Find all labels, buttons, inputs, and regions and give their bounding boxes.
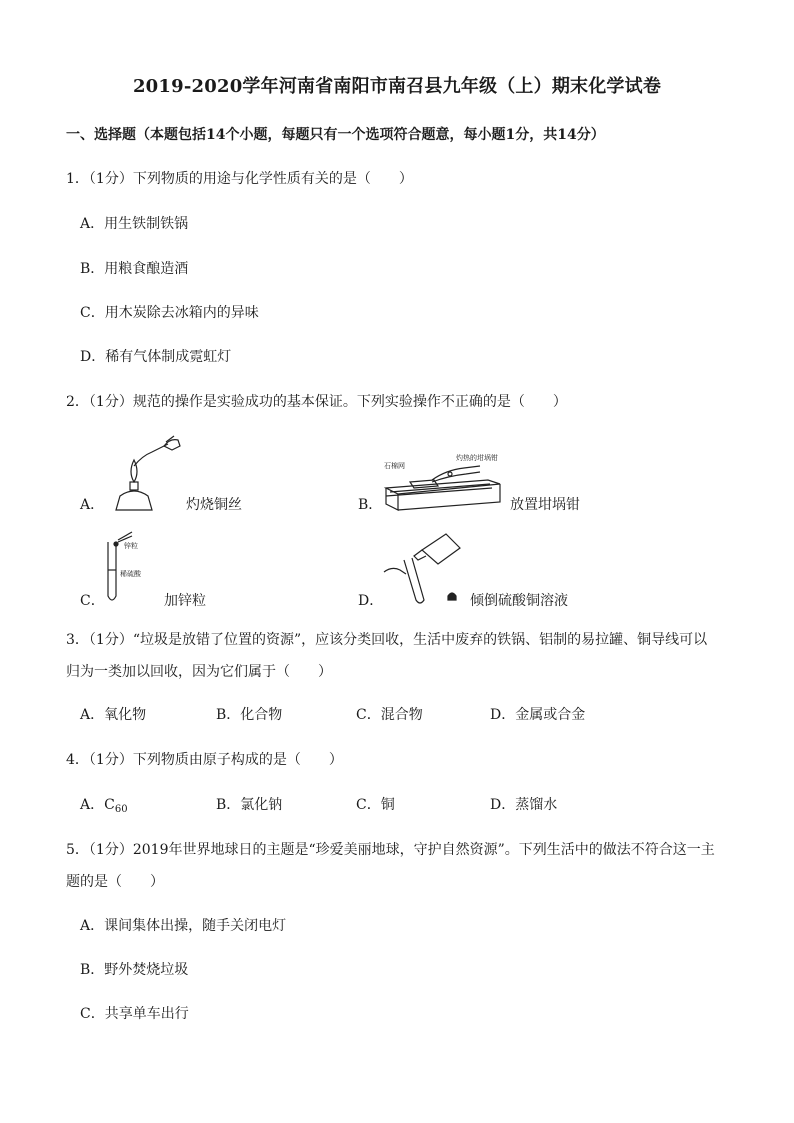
question-2-option-a-caption: 灼烧铜丝 (186, 497, 242, 513)
question-3-stem (66, 624, 730, 688)
question-3-option-c: C．混合物 (356, 707, 423, 723)
section-heading: 一、选择题（本题包括14个小题，每题只有一个选项符合题意，每小题1分，共14分） (66, 127, 605, 143)
question-4-option-d: D．蒸馏水 (490, 797, 558, 813)
question-number: 2． (66, 394, 89, 410)
zinc-label: 锌粒 (124, 542, 138, 550)
question-2-option-c-key: C． (80, 593, 105, 609)
question-text: 下列物质的用途与化学性质有关的是（ ） (132, 171, 413, 187)
question-2-option-c-caption: 加锌粒 (164, 593, 206, 609)
pouring-copper-sulfate-figure (382, 530, 466, 608)
question-5-stem (66, 834, 730, 898)
question-3-option-a: A．氧化物 (80, 707, 147, 723)
question-4-option-b: B．氯化钠 (216, 797, 283, 813)
question-1-stem (66, 172, 413, 186)
asbestos-gauze-label: 石棉网 (384, 462, 405, 470)
question-text-line-2: 题的是（ ） (66, 874, 164, 890)
question-score: （1分） (88, 752, 133, 768)
question-number: 4． (66, 752, 89, 768)
subscript: 60 (114, 804, 128, 815)
question-2-option-d-caption: 倾倒硫酸铜溶液 (470, 593, 568, 609)
question-number: 5． (66, 842, 89, 858)
question-5-option-b: B．野外焚烧垃圾 (80, 962, 189, 978)
question-score: （1分） (88, 394, 133, 410)
question-2-option-b-key: B． (358, 497, 383, 513)
question-number: 1． (66, 171, 89, 187)
question-score: （1分） (88, 842, 133, 858)
question-5-option-c: C．共享单车出行 (80, 1006, 189, 1022)
question-4-option-a: A．$C_{60}$ (80, 797, 128, 815)
question-4-stem (66, 753, 343, 767)
question-text: 下列物质由原子构成的是（ ） (132, 752, 343, 768)
dilute-sulfuric-acid-label: 稀硫酸 (120, 570, 141, 578)
question-2-option-a-key: A． (80, 497, 105, 513)
question-1-option-b: B．用粮食酿造酒 (80, 261, 189, 277)
question-score: （1分） (88, 632, 133, 648)
question-2-option-d-key: D． (358, 593, 384, 609)
question-number: 3． (66, 632, 89, 648)
crucible-tongs-on-bench-figure (380, 450, 506, 516)
question-score: （1分） (88, 171, 133, 187)
question-2-option-b-caption: 放置坩埚钳 (510, 497, 580, 513)
question-2-stem (66, 395, 567, 409)
question-4-option-c: C．铜 (356, 797, 395, 813)
question-text: 规范的操作是实验成功的基本保证。下列实验操作不正确的是（ ） (132, 394, 567, 410)
question-text-line-1: 2019年世界地球日的主题是“珍爱美丽地球，守护自然资源”。下列生活中的做法不符合这一主 (132, 842, 715, 858)
question-text-line-1: “垃圾是放错了位置的资源”，应该分类回收，生活中废弃的铁锅、铝制的易拉罐、铜导线可以 (132, 632, 708, 648)
adding-zinc-granules-figure (104, 530, 164, 606)
question-3-option-d: D．金属或合金 (490, 707, 586, 723)
burning-copper-wire-figure (108, 432, 184, 514)
exam-title: 2019-2020学年河南省南阳市南召县九年级（上）期末化学试卷 (132, 76, 662, 97)
question-text-line-2: 归为一类加以回收，因为它们属于（ ） (66, 664, 332, 680)
question-1-option-d: D．稀有气体制成霓虹灯 (80, 349, 232, 365)
question-1-option-c: C．用木炭除去冰箱内的异味 (80, 305, 259, 321)
question-3-option-b: B．化合物 (216, 707, 283, 723)
hot-tongs-label: 灼热的坩埚钳 (456, 454, 498, 462)
question-5-option-a: A．课间集体出操，随手关闭电灯 (80, 918, 287, 934)
question-1-option-a: A．用生铁制铁锅 (80, 216, 189, 232)
